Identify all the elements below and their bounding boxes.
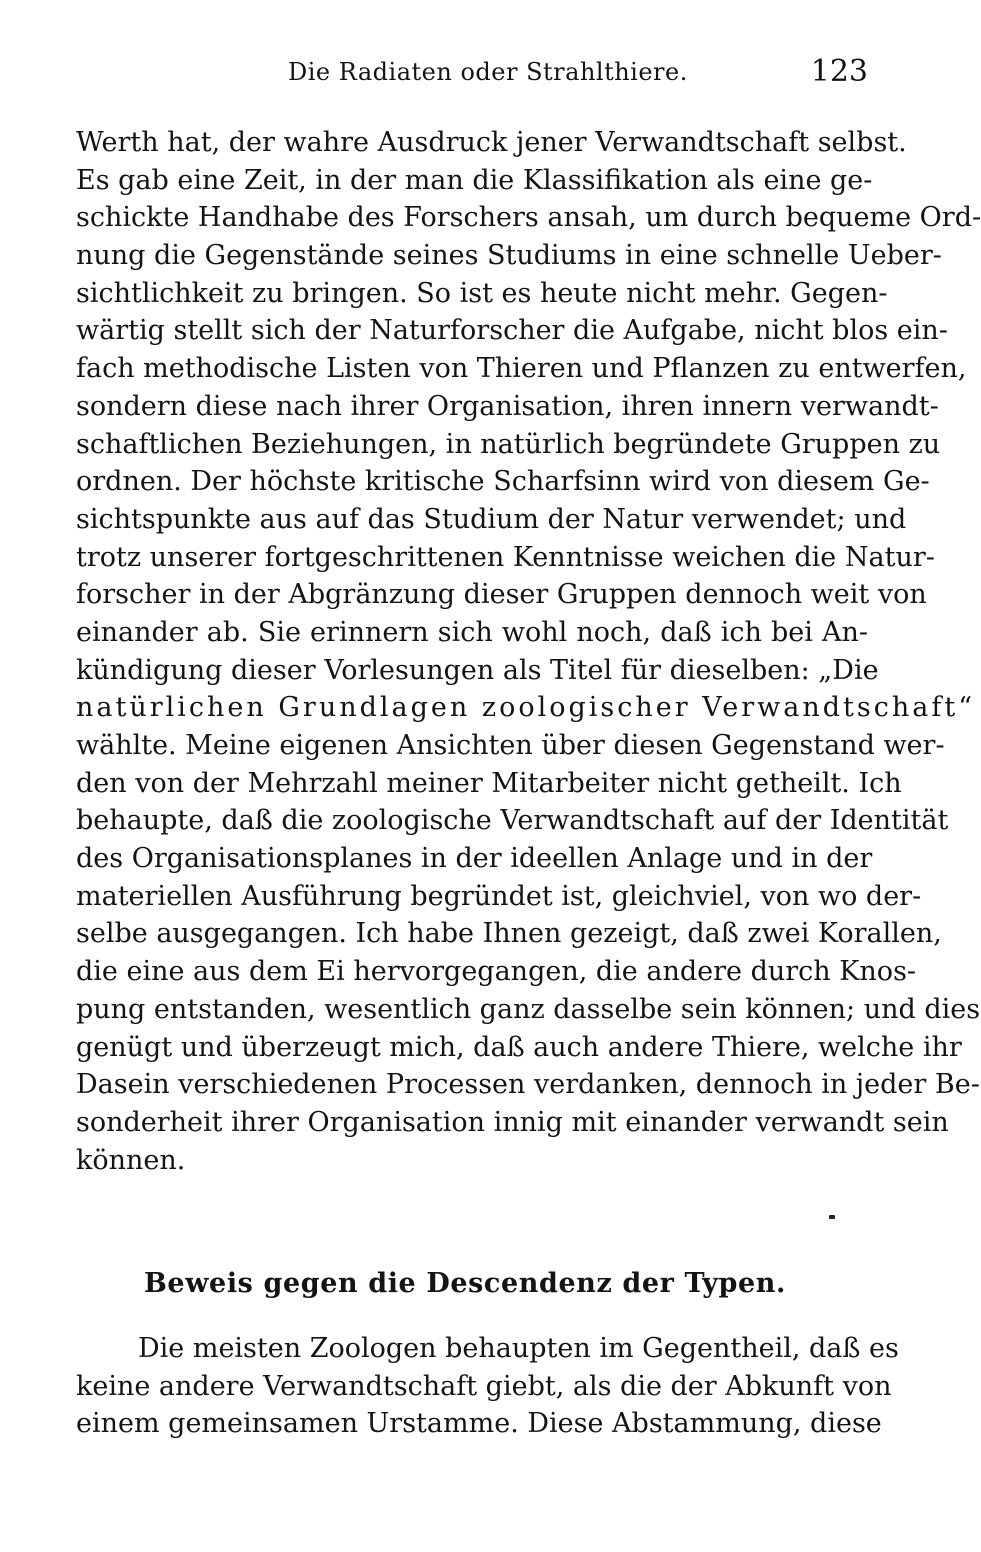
text-line: die eine aus dem Ei hervorgegangen, die andere durch Knos- (76, 956, 917, 988)
text-line: den von der Mehrzahl meiner Mitarbeiter nicht getheilt. Ich (76, 767, 902, 799)
text-line: sonderheit ihrer Organisation innig mit einander verwandt sein (76, 1106, 949, 1138)
running-title: Die Radiaten oder Strahlthiere. (288, 58, 688, 86)
text-line: keine andere Verwandtschaft giebt, als die der Abkunft von (76, 1370, 892, 1402)
section-heading: Beweis gegen die Descendenz der Typen. (144, 1268, 786, 1299)
text-line: forscher in der Abgränzung dieser Gruppen dennoch weit von (76, 579, 927, 611)
running-header (0, 54, 930, 98)
text-line: sondern diese nach ihrer Organisation, ihren innern verwandt- (76, 390, 939, 422)
text-line: fach methodische Listen von Thieren und Pflanzen zu entwerfen, (76, 353, 967, 385)
text-line: des Organisationsplanes in der ideellen Anlage und in der (76, 843, 873, 875)
text-line: ordnen. Der höchste kritische Scharfsinn wird von diesem Ge- (76, 466, 930, 498)
text-line: Die meisten Zoologen behaupten im Gegentheil, daß es (138, 1333, 899, 1364)
text-line: kündigung dieser Vorlesungen als Titel für dieselben: „Die (76, 654, 879, 686)
text-line: Es gab eine Zeit, in der man die Klassifikation als eine ge- (76, 164, 873, 196)
text-line: können. (76, 1144, 186, 1176)
text-line: wählte. Meine eigenen Ansichten über diesen Gegenstand wer- (76, 730, 945, 761)
text-line: schaftlichen Beziehungen, in natürlich begründete Gruppen zu (76, 428, 941, 460)
text-line: natürlichen Grundlagen zoologischer Verwandtschaft“ (76, 692, 975, 724)
text-line: selbe ausgegangen. Ich habe Ihnen gezeigt, daß zwei Korallen, (76, 918, 942, 950)
text-line: trotz unserer fortgeschrittenen Kenntnisse weichen die Natur- (76, 541, 935, 573)
text-line: pung entstanden, wesentlich ganz dasselbe sein können; und dies (76, 993, 981, 1025)
text-line: einem gemeinsamen Urstamme. Diese Abstammung, diese (76, 1408, 882, 1440)
page-number: 123 (810, 54, 868, 89)
paragraph-1 (76, 124, 981, 1179)
text-line: sichtlichkeit zu bringen. So ist es heute nicht mehr. Gegen- (76, 277, 888, 309)
text-line: Werth hat, der wahre Ausdruck jener Verwandtschaft selbst. (76, 127, 907, 158)
text-line: genügt und überzeugt mich, daß auch andere Thiere, welche ihr (76, 1031, 962, 1063)
text-line: wärtig stellt sich der Naturforscher die Aufgabe, nicht blos ein- (76, 315, 948, 347)
text-line: einander ab. Sie erinnern sich wohl noch, daß ich bei An- (76, 616, 868, 648)
text-line: sichtspunkte aus auf das Studium der Natur verwendet; und (76, 503, 907, 535)
paragraph-2 (76, 1330, 899, 1443)
text-line: Dasein verschiedenen Processen verdanken, dennoch in jeder Be- (76, 1069, 980, 1101)
text-line: schickte Handhabe des Forschers ansah, um durch bequeme Ord- (76, 202, 981, 234)
print-speck (829, 1215, 835, 1219)
text-line: behaupte, daß die zoologische Verwandtschaft auf der Identität (76, 805, 949, 837)
text-line: nung die Gegenstände seines Studiums in eine schnelle Ueber- (76, 240, 942, 272)
text-line: materiellen Ausführung begründet ist, gleichviel, von wo der- (76, 880, 922, 912)
